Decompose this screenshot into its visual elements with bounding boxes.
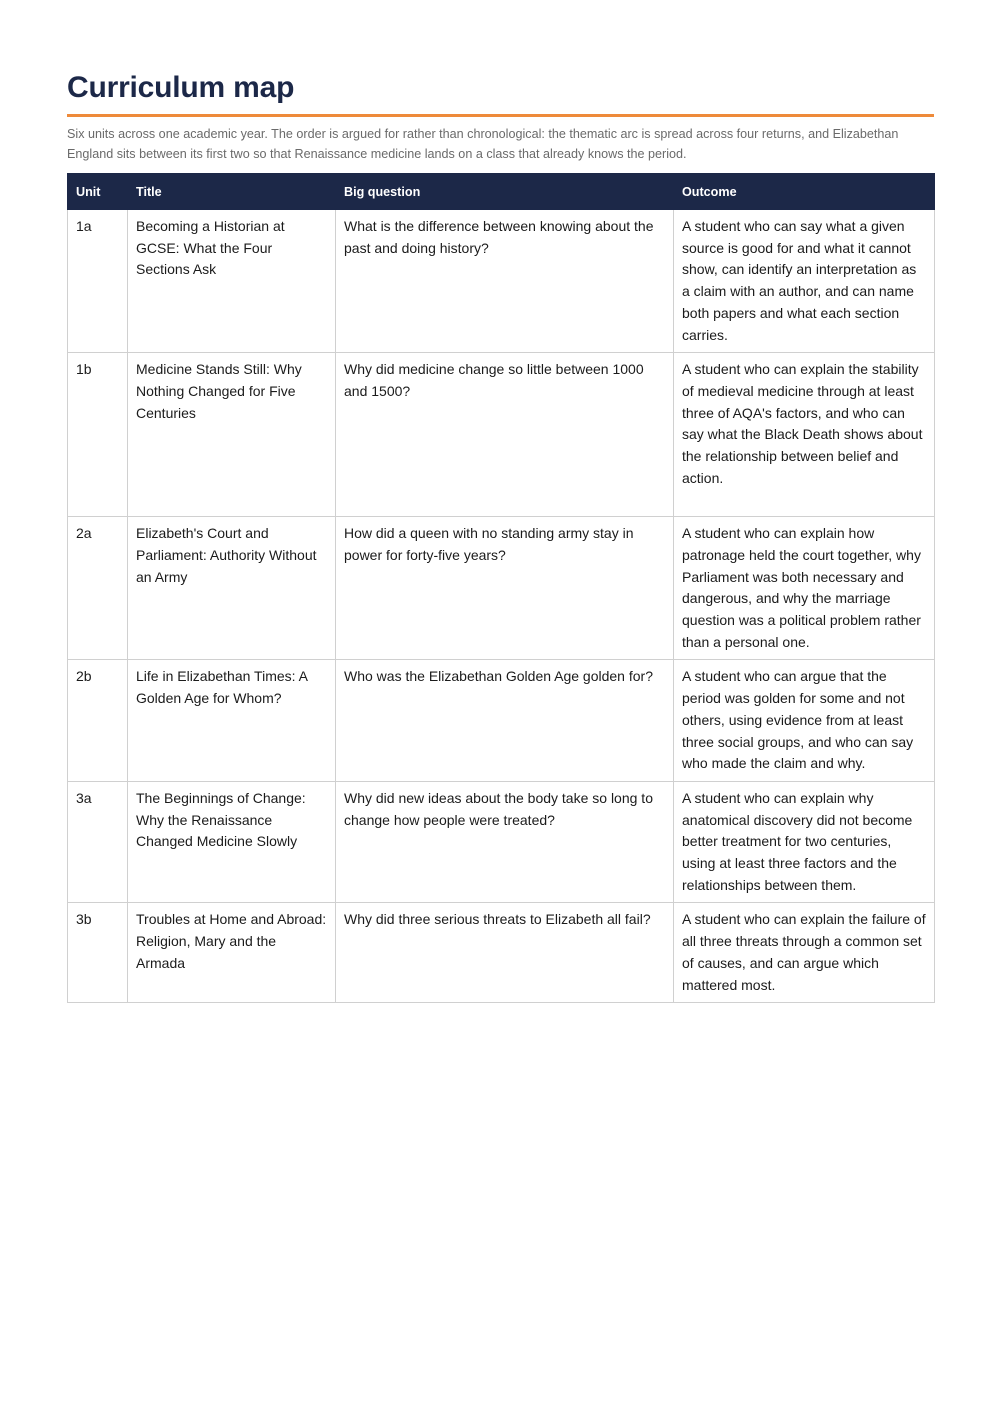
question-cell: What is the difference between knowing about the past and doing history? <box>336 210 674 353</box>
outcome-cell: A student who can explain how patronage held the court together, why Parliament was both necessary and dangerous, and why the marriage question was a political problem rather than a personal one. <box>674 517 935 660</box>
document-page <box>67 66 934 1003</box>
table-header-row <box>68 174 935 210</box>
title-cell: Life in Elizabethan Times: A Golden Age for Whom? <box>128 660 336 782</box>
outcome-cell: A student who can explain why anatomical discovery did not become better treatment for two centuries, using at least three factors and the relationships between them. <box>674 781 935 903</box>
unit-cell: 2a <box>68 517 128 660</box>
header-big-question: Big question <box>336 174 674 210</box>
question-cell: Why did new ideas about the body take so long to change how people were treated? <box>336 781 674 903</box>
curriculum-table <box>67 173 935 1003</box>
header-outcome: Outcome <box>674 174 935 210</box>
title-cell: Medicine Stands Still: Why Nothing Changed for Five Centuries <box>128 353 336 517</box>
table-row <box>68 660 935 782</box>
outcome-cell: A student who can explain the stability of medieval medicine through at least three of AQA's factors, and who can say what the Black Death shows about the relationship between belief and action. <box>674 353 935 517</box>
header-title: Title <box>128 174 336 210</box>
question-cell: Who was the Elizabethan Golden Age golden for? <box>336 660 674 782</box>
unit-cell: 1b <box>68 353 128 517</box>
question-cell: How did a queen with no standing army stay in power for forty-five years? <box>336 517 674 660</box>
unit-cell: 2b <box>68 660 128 782</box>
table-row <box>68 781 935 903</box>
title-cell: Elizabeth's Court and Parliament: Authority Without an Army <box>128 517 336 660</box>
table-row <box>68 903 935 1003</box>
question-cell: Why did medicine change so little between 1000 and 1500? <box>336 353 674 517</box>
table-row <box>68 353 935 517</box>
table-row <box>68 517 935 660</box>
unit-cell: 3a <box>68 781 128 903</box>
question-cell: Why did three serious threats to Elizabeth all fail? <box>336 903 674 1003</box>
title-cell: Troubles at Home and Abroad: Religion, Mary and the Armada <box>128 903 336 1003</box>
intro-paragraph: Six units across one academic year. The order is argued for rather than chronological: the thematic arc is spread across four returns, and Elizabethan England sits between its first two so that Renaissance medicine lands on a class that already knows the period. <box>67 127 899 161</box>
title-cell: Becoming a Historian at GCSE: What the Four Sections Ask <box>128 210 336 353</box>
outcome-cell: A student who can argue that the period was golden for some and not others, using evidence from at least three social groups, and who can say who made the claim and why. <box>674 660 935 782</box>
unit-cell: 3b <box>68 903 128 1003</box>
title-divider <box>67 114 934 117</box>
title-cell: The Beginnings of Change: Why the Renaissance Changed Medicine Slowly <box>128 781 336 903</box>
header-unit: Unit <box>68 174 128 210</box>
unit-cell: 1a <box>68 210 128 353</box>
outcome-cell: A student who can say what a given source is good for and what it cannot show, can identify an interpretation as a claim with an author, and can name both papers and what each section carries. <box>674 210 935 353</box>
outcome-cell: A student who can explain the failure of all three threats through a common set of causes, and can argue which mattered most. <box>674 903 935 1003</box>
table-row <box>68 210 935 353</box>
page-title: Curriculum map <box>67 71 295 104</box>
